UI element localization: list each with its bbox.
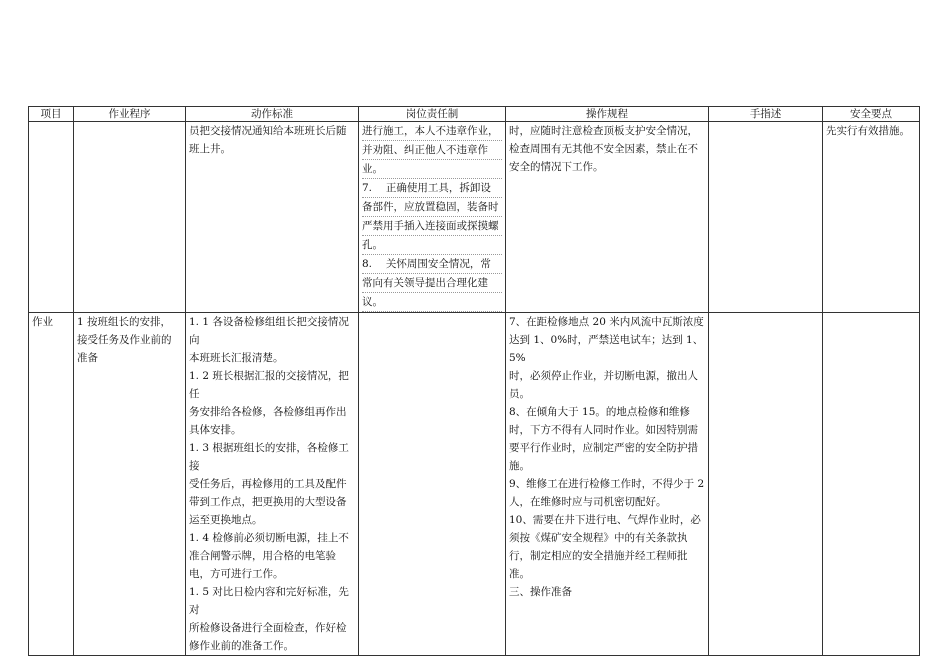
cell-text-line: 10、需要在井下进行电、气焊作业时，必 (509, 514, 701, 526)
cell-responsibility (359, 313, 506, 656)
cell-text-line: 须按《煤矿安全规程》中的有关条款执 (509, 532, 688, 544)
cell-text-line: 议。 (362, 293, 502, 312)
cell-text-line: 并劝阻、纠正他人不违章作 (362, 141, 502, 160)
cell-text-line: 8. 关怀周围安全情况，常 (362, 255, 502, 274)
cell-text-line: 修作业前的准备工作。 (189, 640, 294, 652)
cell-text-line: 准合闸警示牌，用合格的电笔验 (189, 550, 336, 562)
cell-text-line: 备部件，应放置稳固，装备时 (362, 198, 502, 217)
cell-text-line: 具体安排。 (189, 424, 242, 436)
cell-text-line: 8、在倾角大于 15。的地点检修和维修 (509, 406, 690, 418)
header-operation-rules: 操作规程 (506, 107, 709, 122)
cell-text-line: 带到工作点，把更换用的大型设备 (189, 496, 347, 508)
header-safety-points: 安全要点 (823, 107, 920, 122)
cell-text-line: 9、维修工在进行检修工作时，不得少于 2 (509, 478, 705, 490)
cell-text-line: 接受任务及作业前的 (77, 334, 172, 346)
cell-text-line: 常向有关领导提出合理化建 (362, 274, 502, 293)
cell-text-line: 施。 (509, 460, 530, 472)
cell-text-line: 业。 (362, 160, 502, 179)
cell-text-line: 受任务后，再检修用的工具及配件 (189, 478, 347, 490)
cell-text-line: 人，在维修时应与司机密切配好。 (509, 496, 667, 508)
cell-text-line: 1. 5 对比日检内容和完好标准，先对 (189, 586, 349, 616)
cell-text-line: 进行施工，本人不违章作业， (362, 122, 502, 141)
cell-text-line: 本班班长汇报清楚。 (189, 352, 284, 364)
cell-text-line: 时，必须停止作业，并切断电源，撤出人 (509, 370, 698, 382)
cell-action-standard (186, 122, 359, 313)
cell-operation-rules (506, 122, 709, 313)
cell-text-line: 1. 3 根据班组长的安排，各检修工接 (189, 442, 349, 472)
cell-text-line: 1. 1 各设备检修组组长把交接情况向 (189, 316, 349, 346)
cell-text-line: 7、在距检修地点 20 米内风流中瓦斯浓度 (509, 316, 704, 328)
document-page (28, 106, 919, 656)
cell-text-line: 要平行作业时，应制定严密的安全防护措 (509, 442, 698, 454)
cell-text-line: 员把交接情况通知给本班班长后随 (189, 125, 347, 137)
cell-text-line: 务安排给各检修，各检修组再作出 (189, 406, 347, 418)
cell-text-line: 安全的情况下工作。 (509, 161, 604, 173)
table-row (29, 313, 920, 656)
cell-text-line: 7. 正确使用工具，拆卸设 (362, 179, 502, 198)
cell-text-line: 严禁用手插入连接面或探摸螺 (362, 217, 502, 236)
header-procedure: 作业程序 (74, 107, 186, 122)
cell-text-line: 班上井。 (189, 143, 231, 155)
procedure-table (28, 106, 920, 656)
header-action-standard: 动作标准 (186, 107, 359, 122)
cell-safety-points (823, 122, 920, 313)
cell-text-line: 行，制定相应的安全措施并经工程师批 (509, 550, 688, 562)
cell-operation-rules (506, 313, 709, 656)
cell-finger-call (709, 313, 823, 656)
cell-text-line: 三、操作准备 (509, 586, 572, 598)
cell-text-line: 员。 (509, 388, 530, 400)
cell-text-line: 检查周围有无其他不安全因素，禁止在不 (509, 143, 698, 155)
cell-responsibility (359, 122, 506, 313)
cell-text-line: 时，应随时注意检查顶板支护安全情况， (509, 125, 698, 137)
cell-action-standard (186, 313, 359, 656)
cell-finger-call (709, 122, 823, 313)
cell-text-line: 孔。 (362, 236, 502, 255)
cell-text-line: 准备 (77, 352, 98, 364)
table-header-row (29, 107, 920, 122)
cell-text: 作业 (32, 316, 53, 328)
cell-text-line: 1 按班组长的安排， (77, 316, 172, 328)
header-responsibility: 岗位责任制 (359, 107, 506, 122)
cell-procedure (74, 313, 186, 656)
cell-text-line: 电，方可进行工作。 (189, 568, 284, 580)
cell-text-line: 先实行有效措施。 (826, 125, 910, 137)
header-finger-call: 手指述 (709, 107, 823, 122)
cell-item (29, 122, 74, 313)
cell-text-line: 1. 2 班长根据汇报的交接情况，把任 (189, 370, 349, 400)
cell-text-line: 准。 (509, 568, 530, 580)
table-row (29, 122, 920, 313)
cell-text-line: 所检修设备进行全面检查，作好检 (189, 622, 347, 634)
cell-text-line: 时，下方不得有人同时作业。如因特别需 (509, 424, 698, 436)
cell-text-line: 运至更换地点。 (189, 514, 263, 526)
cell-procedure (74, 122, 186, 313)
cell-safety-points (823, 313, 920, 656)
header-item: 项目 (29, 107, 74, 122)
cell-item (29, 313, 74, 656)
cell-text-line: 1. 4 检修前必须切断电源，挂上不 (189, 532, 349, 544)
cell-text-line: 达到 1、0%时，严禁送电试车；达到 1、5% (509, 334, 704, 364)
